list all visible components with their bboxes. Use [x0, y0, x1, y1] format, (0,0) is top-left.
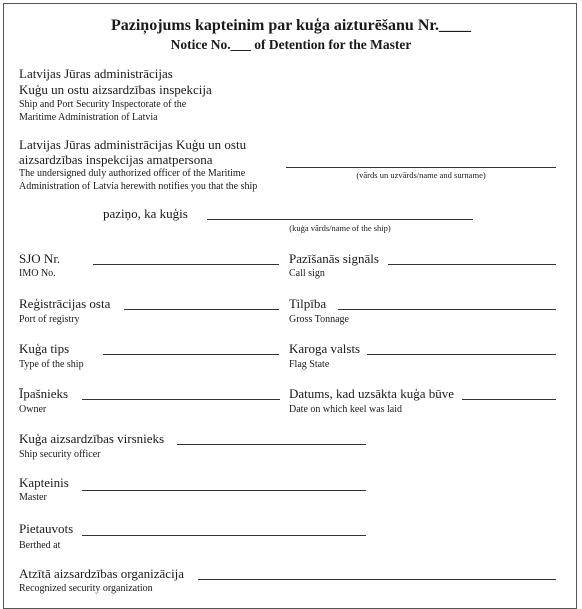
authority-name-lv-2: Kuģu un ostu aizsardzības inspekcija [19, 82, 212, 97]
flag-label-en: Flag State [289, 359, 330, 370]
call-sign-field[interactable] [388, 264, 556, 265]
call-sign-label-lv: Pazīšanās signāls [289, 251, 379, 266]
keel-date-label-en: Date on which keel was laid [289, 404, 403, 415]
officer-text-lv-2: aizsardzības inspekcijas amatpersona [19, 152, 213, 167]
gross-tonnage-field[interactable] [338, 309, 556, 310]
imo-label-en: IMO No. [19, 268, 56, 279]
flag-state-field[interactable] [367, 354, 556, 355]
sso-label-lv: Kuģa aizsardzības virsnieks [19, 431, 165, 446]
ship-type-label-lv: Kuģa tips [19, 341, 70, 356]
port-of-registry-field[interactable] [124, 309, 279, 310]
officer-text-en-2: Administration of Latvia herewith notifies you that the ship [19, 181, 258, 192]
master-label-en: Master [19, 492, 47, 503]
rso-label-lv: Atzītā aizsardzības organizācija [19, 566, 185, 581]
berthed-at-field[interactable] [82, 535, 366, 536]
tonnage-label-en: Gross Tonnage [289, 314, 349, 325]
master-field[interactable] [82, 490, 366, 491]
notify-label: paziņo, ka kuģis [103, 206, 188, 221]
ship-security-officer-field[interactable] [177, 444, 366, 445]
form-title-lv: Paziņojums kapteinim par kuģa aizturēšanu Nr.____ [110, 17, 472, 34]
owner-field[interactable] [82, 399, 280, 400]
master-label-lv: Kapteinis [19, 475, 69, 490]
sso-label-en: Ship security officer [19, 449, 101, 460]
berth-label-en: Berthed at [19, 540, 61, 551]
rso-label-en: Recognized security organization [19, 583, 153, 594]
form-title-en: Notice No.___ of Detention for the Master [170, 37, 412, 52]
officer-name-field[interactable] [286, 167, 556, 168]
officer-name-caption: (vārds un uzvārds/name and surname) [356, 170, 486, 180]
officer-text-lv-1: Latvijas Jūras administrācijas Kuģu un ostu [19, 137, 247, 152]
owner-label-en: Owner [19, 404, 47, 415]
ship-type-field[interactable] [103, 354, 279, 355]
port-label-lv: Reģistrācijas osta [19, 296, 111, 311]
ship-name-caption: (kuģa vārds/name of the ship) [289, 223, 391, 233]
berth-label-lv: Pietauvots [19, 521, 74, 536]
authority-name-lv-1: Latvijas Jūras administrācijas [19, 66, 173, 81]
ship-name-field[interactable] [207, 219, 473, 220]
officer-text-en-1: The undersigned duly authorized officer of the Maritime [19, 168, 246, 179]
imo-number-field[interactable] [93, 264, 279, 265]
keel-date-field[interactable] [462, 399, 556, 400]
ship-type-label-en: Type of the ship [19, 359, 84, 370]
recognized-security-org-field[interactable] [198, 579, 556, 580]
port-label-en: Port of registry [19, 314, 80, 325]
owner-label-lv: Īpašnieks [19, 386, 69, 401]
tonnage-label-lv: Tilpība [289, 296, 327, 311]
keel-date-label-lv: Datums, kad uzsākta kuģa būve [289, 386, 454, 401]
flag-label-lv: Karoga valsts [289, 341, 361, 356]
authority-name-en-1: Ship and Port Security Inspectorate of the [19, 99, 187, 110]
authority-name-en-2: Maritime Administration of Latvia [19, 112, 158, 123]
call-sign-label-en: Call sign [289, 268, 325, 279]
imo-label-lv: SJO Nr. [19, 251, 61, 266]
